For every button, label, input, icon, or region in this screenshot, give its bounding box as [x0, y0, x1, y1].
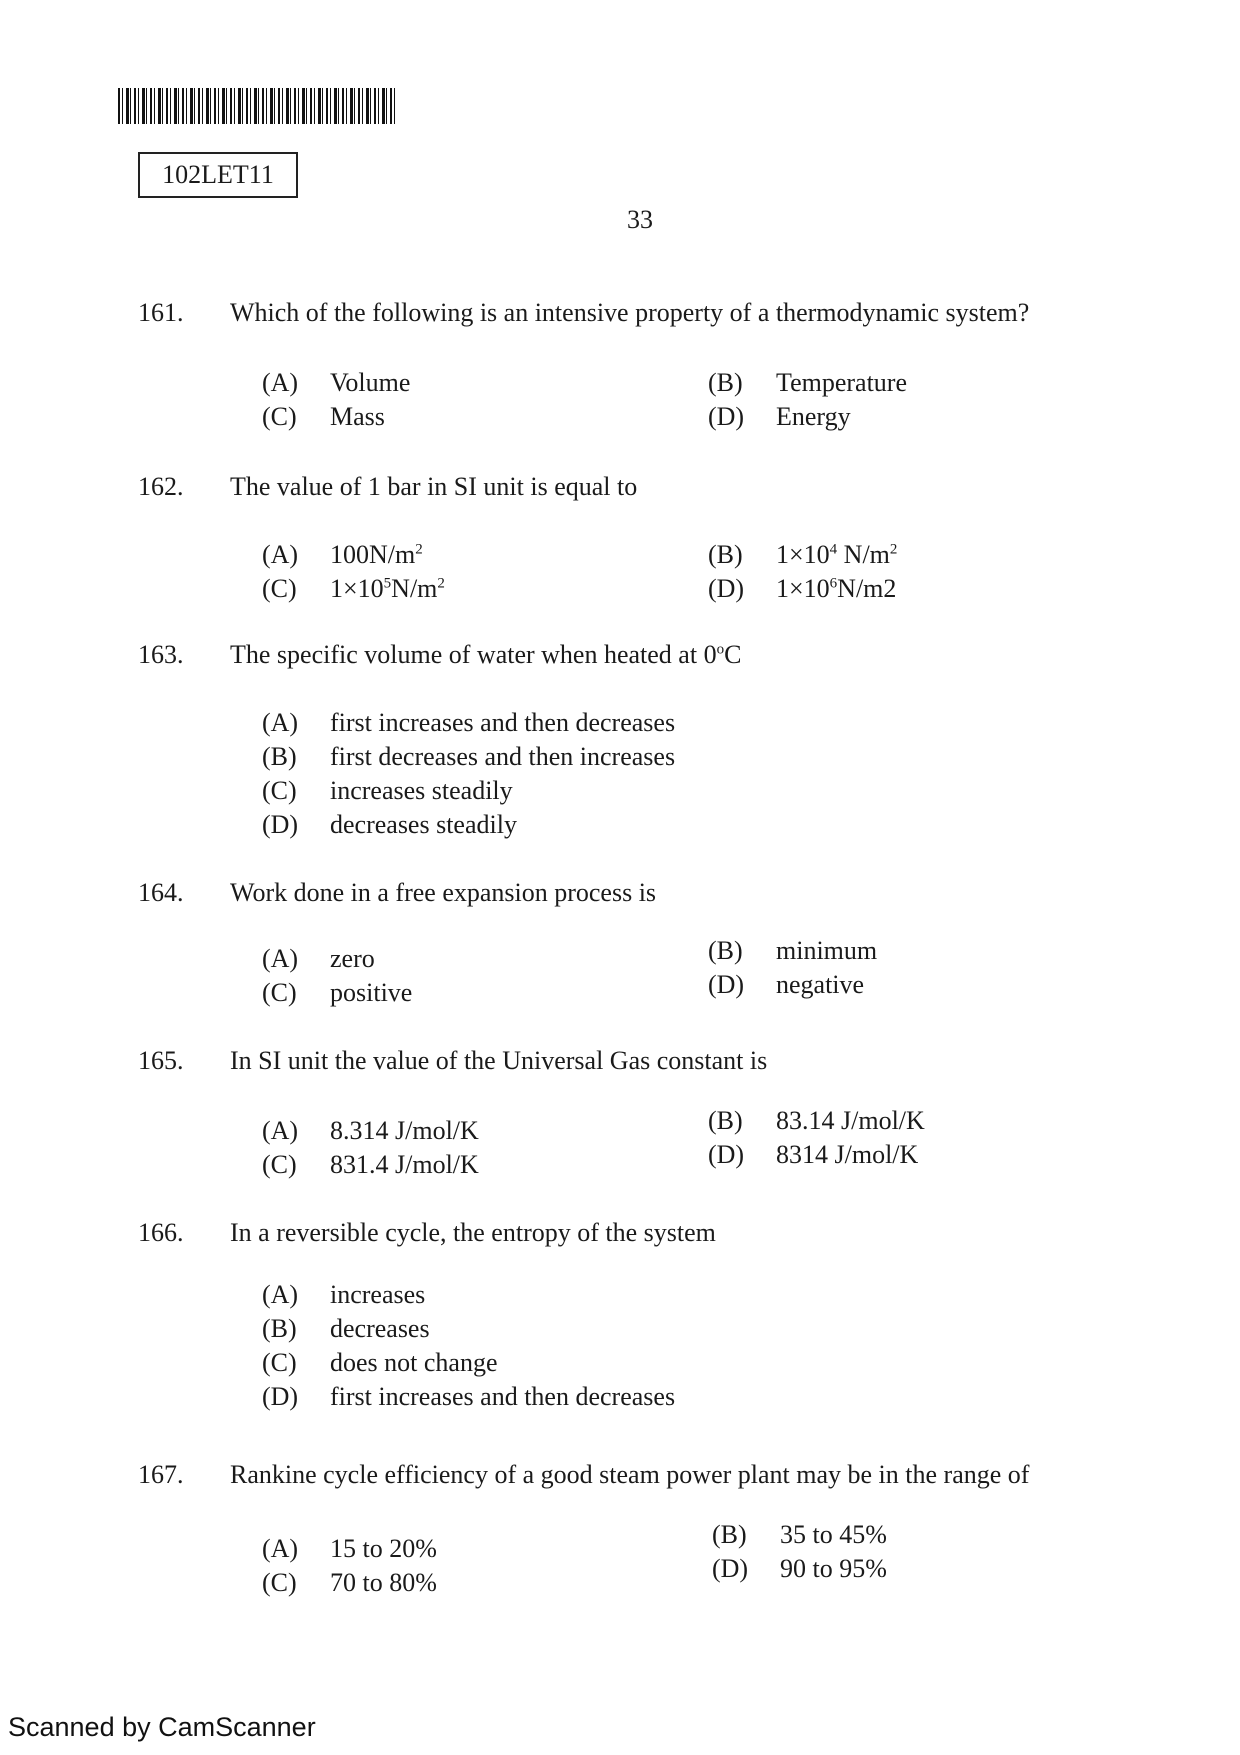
option-text: 831.4 J/mol/K [330, 1150, 479, 1179]
option-text: 90 to 95% [780, 1554, 887, 1583]
paper-code-box: 102LET11 [138, 152, 298, 198]
option-label: (D) [708, 574, 745, 603]
option-b [262, 742, 675, 772]
option-label: (A) [262, 708, 299, 737]
question-text: Work done in a free expansion process is [230, 878, 657, 907]
option-superscript: 6 [829, 575, 838, 592]
option-d [262, 1382, 675, 1412]
option-label: (D) [262, 1382, 299, 1411]
option-c [262, 1150, 479, 1180]
option-label: (A) [262, 1534, 299, 1563]
option-text: positive [330, 978, 413, 1007]
question-number: 167. [138, 1460, 184, 1489]
option-c [262, 978, 412, 1008]
option-text-unit: N/m [837, 540, 890, 569]
option-label: (D) [708, 1140, 745, 1169]
question-text: Rankine cycle efficiency of a good steam power plant may be in the range of [230, 1460, 1030, 1489]
option-b [708, 368, 907, 398]
option-d [708, 1140, 918, 1170]
question-number: 163. [138, 640, 184, 669]
question-text: In SI unit the value of the Universal Gas constant is [230, 1046, 768, 1075]
option-label: (D) [708, 402, 745, 431]
degree-superscript: o [716, 641, 725, 658]
option-label: (C) [262, 402, 297, 431]
option-label: (C) [262, 1348, 297, 1377]
option-d [708, 574, 896, 604]
question-text [230, 640, 741, 670]
option-text: 1×10 [776, 574, 830, 603]
option-label: (B) [262, 1314, 297, 1343]
option-text: does not change [330, 1348, 498, 1377]
option-label: (B) [708, 368, 743, 397]
option-text: negative [776, 970, 865, 999]
option-d [708, 402, 851, 432]
option-label: (A) [262, 944, 299, 973]
option-label: (B) [708, 1106, 743, 1135]
scanner-watermark: Scanned by CamScanner [8, 1712, 316, 1742]
option-a [262, 1116, 479, 1146]
option-text: 83.14 J/mol/K [776, 1106, 925, 1135]
question-number: 161. [138, 298, 184, 327]
option-d [708, 970, 864, 1000]
option-label: (D) [708, 970, 745, 999]
question-text-unit: C [724, 640, 742, 669]
option-text: minimum [776, 936, 878, 965]
option-a [262, 944, 375, 974]
option-a [262, 1280, 425, 1310]
option-text: decreases steadily [330, 810, 517, 839]
option-text: 35 to 45% [780, 1520, 887, 1549]
option-label: (C) [262, 1150, 297, 1179]
option-label: (B) [708, 540, 743, 569]
option-superscript: 2 [415, 541, 423, 558]
option-text: 1×10 [776, 540, 830, 569]
option-text: Energy [776, 402, 851, 431]
option-text: first increases and then decreases [330, 708, 676, 737]
question-text: The value of 1 bar in SI unit is equal to [230, 472, 638, 501]
option-label: (B) [262, 742, 297, 771]
option-superscript: 4 [829, 541, 838, 558]
option-superscript-unit: 2 [889, 541, 898, 558]
option-label: (B) [708, 936, 743, 965]
question-number: 164. [138, 878, 184, 907]
option-text: 1×10 [330, 574, 384, 603]
option-c [262, 1568, 437, 1598]
option-text: increases steadily [330, 776, 513, 805]
option-b [708, 1106, 925, 1136]
barcode-image [118, 88, 398, 124]
option-label: (D) [712, 1554, 749, 1583]
option-a [262, 540, 423, 570]
option-a [262, 1534, 437, 1564]
option-label: (A) [262, 540, 299, 569]
option-text: 8.314 J/mol/K [330, 1116, 479, 1145]
question-text: Which of the following is an intensive property of a thermodynamic system? [230, 298, 1030, 327]
option-text: Volume [330, 368, 411, 397]
option-a [262, 708, 675, 738]
option-b [712, 1520, 887, 1550]
option-text: Mass [330, 402, 385, 431]
option-label: (C) [262, 1568, 297, 1597]
option-label: (A) [262, 1116, 299, 1145]
question-number: 165. [138, 1046, 184, 1075]
page-number: 33 [627, 205, 653, 234]
question-text: In a reversible cycle, the entropy of the system [230, 1218, 716, 1247]
option-text-unit: N/m2 [837, 574, 897, 603]
option-text: 15 to 20% [330, 1534, 437, 1563]
option-c [262, 1348, 498, 1378]
option-c [262, 776, 513, 806]
option-b [262, 1314, 430, 1344]
option-text: first decreases and then increases [330, 742, 676, 771]
option-superscript: 5 [383, 575, 392, 592]
option-text: 100N/m [330, 540, 416, 569]
option-c [262, 574, 445, 604]
question-text-main: The specific volume of water when heated at 0 [230, 640, 717, 669]
option-label: (C) [262, 776, 297, 805]
option-label: (A) [262, 1280, 299, 1309]
option-text: Temperature [776, 368, 907, 397]
option-text: 70 to 80% [330, 1568, 437, 1597]
question-number: 162. [138, 472, 184, 501]
option-text: 8314 J/mol/K [776, 1140, 919, 1169]
option-text: first increases and then decreases [330, 1382, 676, 1411]
option-text: increases [330, 1280, 426, 1309]
option-superscript-unit: 2 [437, 575, 445, 592]
option-label: (A) [262, 368, 299, 397]
option-label: (D) [262, 810, 299, 839]
option-d [262, 810, 517, 840]
option-b [708, 936, 877, 966]
option-a [262, 368, 410, 398]
question-number: 166. [138, 1218, 184, 1247]
option-text: zero [330, 944, 375, 973]
option-text-unit: N/m [391, 574, 438, 603]
option-c [262, 402, 385, 432]
option-label: (B) [712, 1520, 747, 1549]
option-d [712, 1554, 887, 1584]
option-b [708, 540, 897, 570]
option-text: decreases [330, 1314, 430, 1343]
option-label: (C) [262, 978, 297, 1007]
option-label: (C) [262, 574, 297, 603]
